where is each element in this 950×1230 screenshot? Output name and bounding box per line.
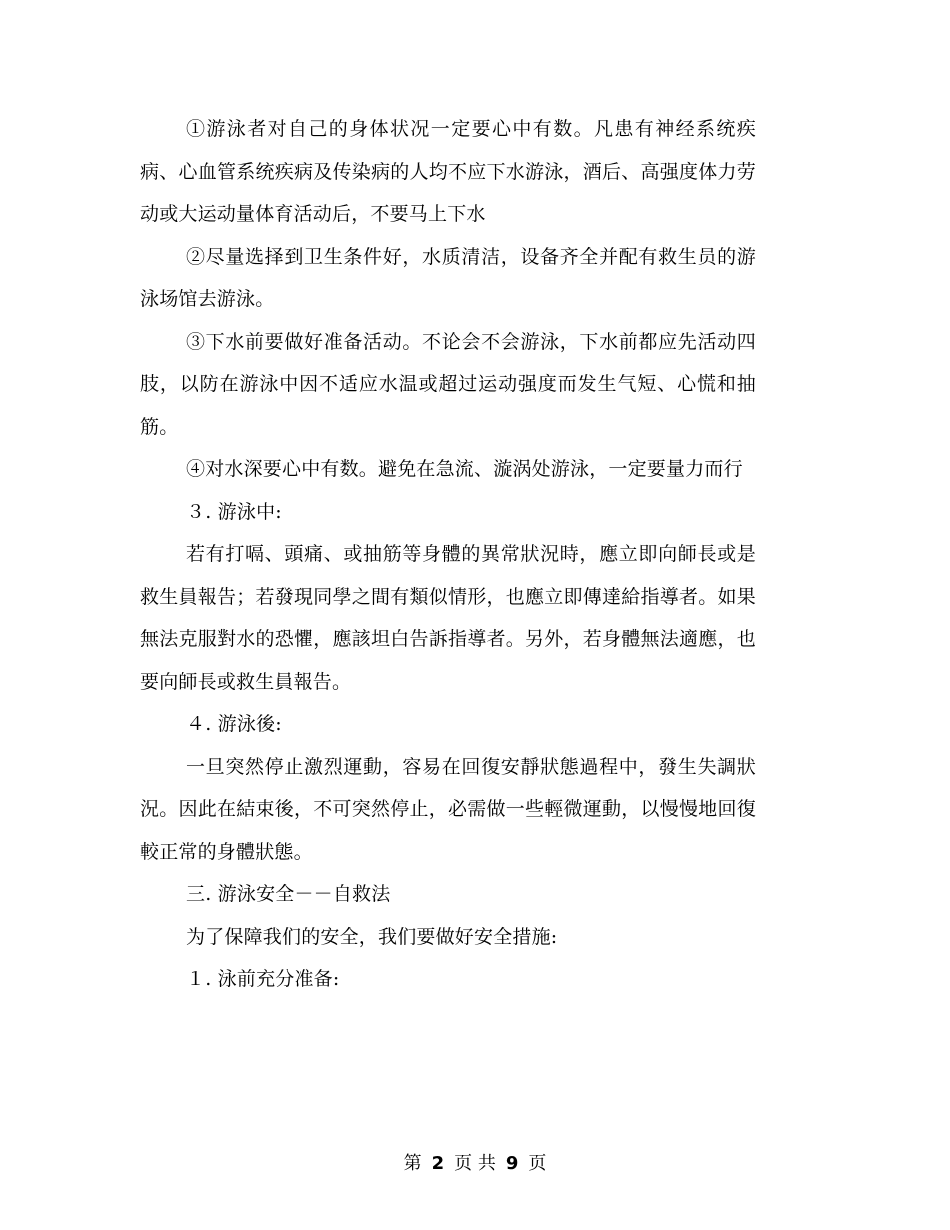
section-heading-during-swim: ３. 游泳中: xyxy=(186,500,282,523)
footer-current-page: 2 xyxy=(431,1153,445,1174)
paragraph-6: 一旦突然停止激烈運動，容易在回復安靜狀態過程中，發生失調狀況。因此在結束後，不可突然停止，必需做一些輕微運動，以慢慢地回復較正常的身體狀態。 xyxy=(140,755,756,863)
section-heading-preparation: １. 泳前充分准备: xyxy=(186,968,340,990)
paragraph-7: 为了保障我们的安全，我们要做好安全措施: xyxy=(186,925,558,948)
footer-middle: 页 共 xyxy=(454,1153,496,1174)
document-body xyxy=(140,108,756,1001)
footer-total-pages: 9 xyxy=(505,1153,519,1174)
paragraph-1: ①游泳者对自己的身体状况一定要心中有数。凡患有神经系统疾病、心血管系统疾病及传染病的人均不应下水游泳，酒后、高强度体力劳动或大运动量体育活动后，不要马上下水 xyxy=(140,118,756,225)
section-heading-self-rescue: 三. 游泳安全－－自救法 xyxy=(186,883,391,905)
footer-suffix: 页 xyxy=(528,1153,547,1174)
paragraph-2: ②尽量选择到卫生条件好，水质清洁，设备齐全并配有救生员的游泳场馆去游泳。 xyxy=(140,245,756,310)
footer-prefix: 第 xyxy=(403,1153,422,1174)
section-heading-after-swim: ４. 游泳後: xyxy=(186,713,282,735)
paragraph-3: ③下水前要做好准备活动。不论会不会游泳，下水前都应先活动四肢，以防在游泳中因不适应水温或超过运动强度而发生气短、心慌和抽筋。 xyxy=(140,330,756,438)
paragraph-5: 若有打嗝、頭痛、或抽筋等身體的異常狀況時，應立即向師長或是救生員報告；若發現同學之間有類似情形，也應立即傳達給指導者。如果無法克服對水的恐懼，應該坦白告訴指導者。另外，若身體無法適應，也要向師長或救生員報告。 xyxy=(140,543,756,693)
paragraph-4: ④对水深要心中有数。避免在急流、漩涡处游泳，一定要量力而行 xyxy=(186,458,743,480)
page-footer xyxy=(0,1150,950,1178)
